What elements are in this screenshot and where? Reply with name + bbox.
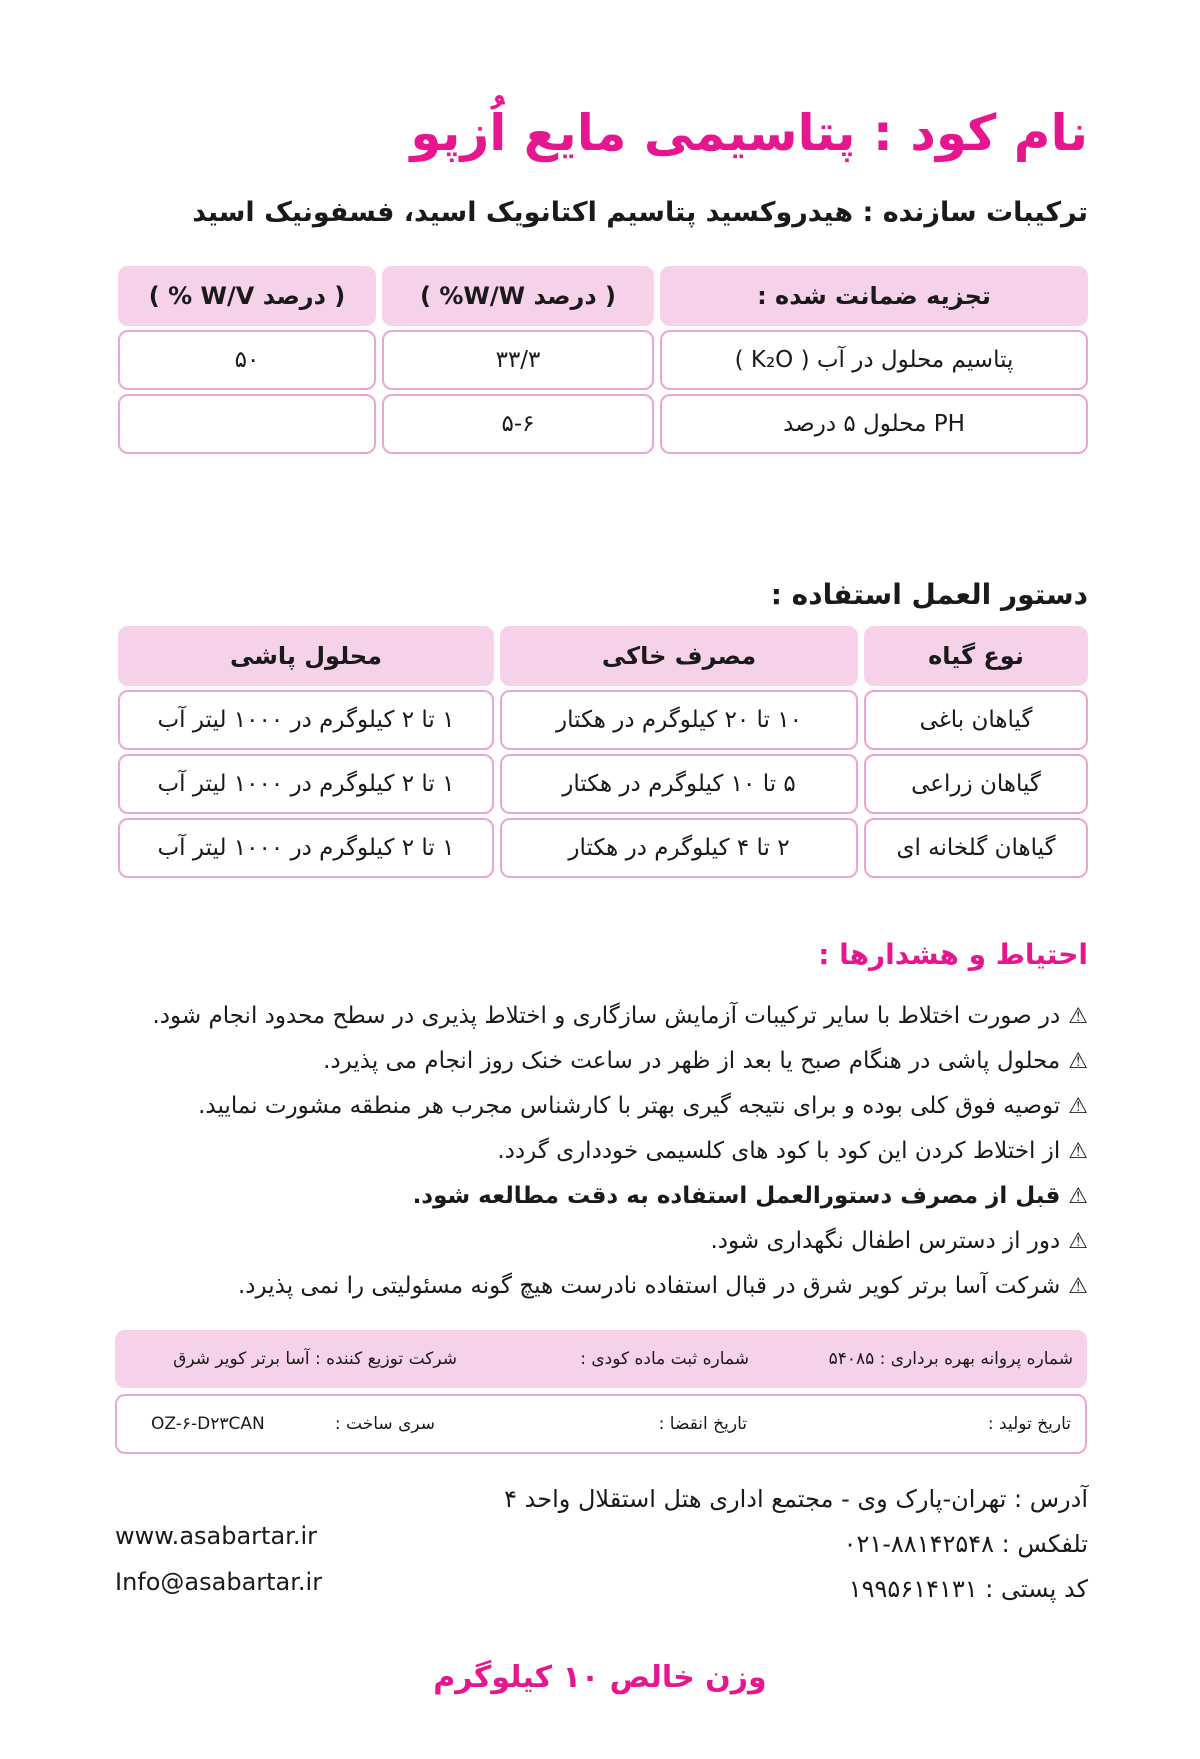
analysis-header-item: تجزیه ضمانت شده :: [660, 266, 1088, 326]
usage-cell: گیاهان زراعی: [864, 754, 1088, 814]
analysis-header-wv: ( درصد W/V % ): [118, 266, 376, 326]
production-date: تاریخ تولید :: [987, 1414, 1071, 1434]
batch-label: سری ساخت :: [334, 1414, 435, 1434]
net-weight: وزن خالص ۱۰ کیلوگرم: [433, 1660, 767, 1695]
usage-cell: گیاهان گلخانه ای: [864, 818, 1088, 878]
registration-number: شماره ثبت ماده کودی :: [580, 1349, 749, 1369]
usage-cell: ۱ تا ۲ کیلوگرم در ۱۰۰۰ لیتر آب: [118, 690, 494, 750]
analysis-cell: PH محلول ۵ درصد: [660, 394, 1088, 454]
analysis-cell: ۳۳/۳: [382, 330, 654, 390]
ingredients-line: ترکیبات سازنده : هیدروکسید پتاسیم اکتانویک اسید، فسفونیک اسید: [192, 197, 1088, 228]
usage-cell: ۲ تا ۴ کیلوگرم در هکتار: [500, 818, 858, 878]
website-link[interactable]: www.asabartar.ir: [115, 1522, 317, 1550]
usage-header-plant: نوع گیاه: [864, 626, 1088, 686]
warning-icon: ⚠: [1068, 1139, 1088, 1164]
registration-info-box: [115, 1330, 1087, 1388]
warning-item: ⚠ توصیه فوق کلی بوده و برای نتیجه گیری بهتر با کارشناس مجرب هر منطقه مشورت نمایید.: [88, 1084, 1088, 1129]
usage-cell: ۱۰ تا ۲۰ کیلوگرم در هکتار: [500, 690, 858, 750]
warnings-list: [88, 994, 1088, 1309]
warning-icon: ⚠: [1068, 1274, 1088, 1299]
analysis-cell: ۵۰: [118, 330, 376, 390]
usage-cell: ۵ تا ۱۰ کیلوگرم در هکتار: [500, 754, 858, 814]
usage-cell: ۱ تا ۲ کیلوگرم در ۱۰۰۰ لیتر آب: [118, 818, 494, 878]
address: آدرس : تهران-پارک وی - مجتمع اداری هتل استقلال واحد ۴: [504, 1485, 1088, 1513]
analysis-header-ww: ( درصد W/W% ): [382, 266, 654, 326]
analysis-cell: ۵-۶: [382, 394, 654, 454]
warning-item: ⚠ شرکت آسا برتر کویر شرق در قبال استفاده نادرست هیچ گونه مسئولیتی را نمی پذیرد.: [88, 1264, 1088, 1309]
warning-icon: ⚠: [1068, 1184, 1088, 1209]
usage-title: دستور العمل استفاده :: [770, 578, 1088, 611]
analysis-cell: پتاسیم محلول در آب ( K₂O ): [660, 330, 1088, 390]
batch-value: OZ-۶-D۲۳CAN: [151, 1414, 265, 1434]
usage-header-spray: محلول پاشی: [118, 626, 494, 686]
expiry-date: تاریخ انقضا :: [658, 1414, 747, 1434]
warning-icon: ⚠: [1068, 1004, 1088, 1029]
analysis-cell: [118, 394, 376, 454]
warning-icon: ⚠: [1068, 1049, 1088, 1074]
usage-cell: گیاهان باغی: [864, 690, 1088, 750]
license-number: شماره پروانه بهره برداری : ۵۴۰۸۵: [828, 1349, 1073, 1369]
postal-code: کد پستی : ۱۹۹۵۶۱۴۱۳۱: [848, 1575, 1088, 1603]
warning-icon: ⚠: [1068, 1094, 1088, 1119]
product-title: نام کود : پتاسیمی مایع اُزپو: [410, 104, 1088, 162]
production-info-box: [115, 1394, 1087, 1454]
warning-item: ⚠ دور از دسترس اطفال نگهداری شود.: [88, 1219, 1088, 1264]
warning-icon: ⚠: [1068, 1229, 1088, 1254]
warning-item: ⚠ قبل از مصرف دستورالعمل استفاده به دقت مطالعه شود.: [88, 1174, 1088, 1219]
warnings-title: احتیاط و هشدارها :: [818, 938, 1088, 971]
usage-cell: ۱ تا ۲ کیلوگرم در ۱۰۰۰ لیتر آب: [118, 754, 494, 814]
warning-item: ⚠ از اختلاط کردن این کود با کود های کلسیمی خودداری گردد.: [88, 1129, 1088, 1174]
warning-item: ⚠ محلول پاشی در هنگام صبح یا بعد از ظهر در ساعت خنک روز انجام می پذیرد.: [88, 1039, 1088, 1084]
email-link[interactable]: Info@asabartar.ir: [115, 1568, 323, 1596]
distributor: شرکت توزیع کننده : آسا برتر کویر شرق: [173, 1349, 457, 1369]
warning-item: ⚠ در صورت اختلاط با سایر ترکیبات آزمایش سازگاری و اختلاط پذیری در سطح محدود انجام شود.: [88, 994, 1088, 1039]
phone: تلفکس : ۸۸۱۴۲۵۴۸-۰۲۱: [843, 1530, 1088, 1558]
usage-header-soil: مصرف خاکی: [500, 626, 858, 686]
